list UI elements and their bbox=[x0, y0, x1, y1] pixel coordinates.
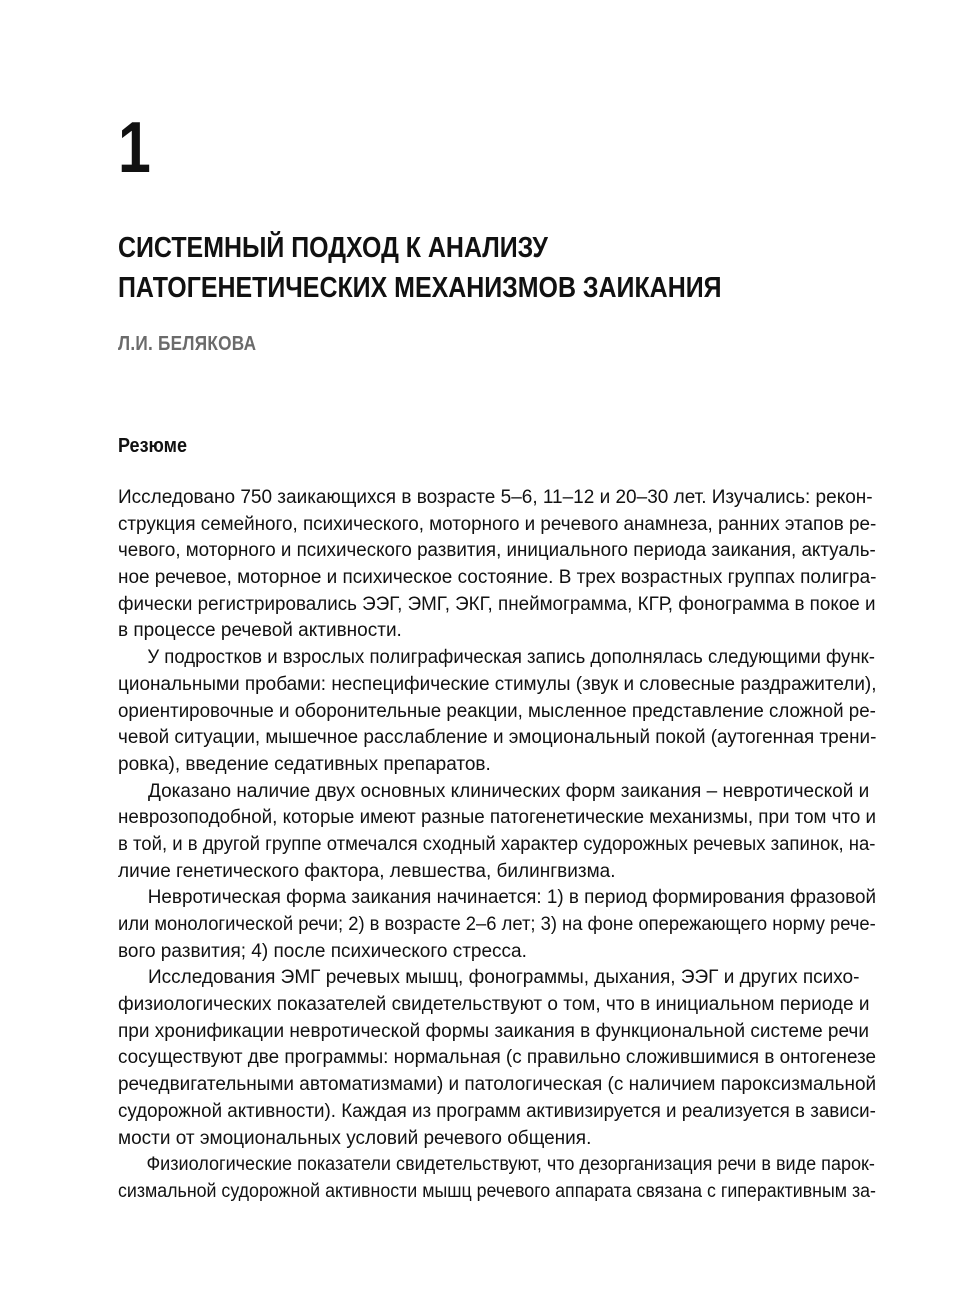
text-line: или монологической речи; 2) в возрасте 2–6 лет; 3) на фоне опережающего норму рече- bbox=[118, 914, 876, 935]
text-line: сосуществуют две программы: нормальная (с правильно сложившимися в онтогенезе bbox=[118, 1047, 877, 1069]
author-name: Л.И. БЕЛЯКОВА bbox=[118, 333, 257, 355]
text-line: чевой ситуации, мышечное расслабление и эмоциональный покой (аутогенная трени- bbox=[118, 727, 877, 749]
text-line: физиологических показателей свидетельствуют о том, что в инициальном периоде и bbox=[118, 994, 870, 1016]
text-line: Исследовано 750 заикающихся в возрасте 5–6, 11–12 и 20–30 лет. Изучались: рекон- bbox=[118, 487, 873, 508]
abstract-body bbox=[118, 485, 876, 1206]
chapter-title-line: ПАТОГЕНЕТИЧЕСКИХ МЕХАНИЗМОВ ЗАИКАНИЯ bbox=[118, 272, 722, 304]
text-line: вого развития; 4) после психического стресса. bbox=[118, 940, 527, 962]
text-line: струкция семейного, психического, моторного и речевого анамнеза, ранних этапов ре- bbox=[118, 513, 877, 535]
text-line: при хронификации невротической формы заикания в функциональной системе речи bbox=[118, 1020, 869, 1042]
text-line: фически регистрировались ЭЭГ, ЭМГ, ЭКГ, пнеймограмма, КГР, фонограмма в покое и bbox=[118, 593, 876, 615]
text-line: мости от эмоциональных условий речевого общения. bbox=[118, 1127, 592, 1149]
text-line: У подростков и взрослых полиграфическая запись дополнялась следующими функ- bbox=[147, 647, 875, 669]
section-heading: Резюме bbox=[118, 435, 187, 457]
text-line: циональными пробами: неспецифические стимулы (звук и словесные раздражители), bbox=[118, 673, 877, 695]
chapter-number: 1 bbox=[118, 108, 150, 188]
text-line: судорожной активности). Каждая из программ активизируется и реализуется в зависи- bbox=[118, 1100, 876, 1122]
text-line: речедвигательными автоматизмами) и патологическая (с наличием пароксизмальной bbox=[118, 1074, 877, 1096]
text-line: в процессе речевой активности. bbox=[118, 620, 402, 642]
text-line: Исследования ЭМГ речевых мышц, фонограммы, дыхания, ЭЭГ и других психо- bbox=[148, 967, 860, 989]
text-line: Доказано наличие двух основных клинических форм заикания – невротической и bbox=[148, 780, 870, 802]
text-line: неврозоподобной, которые имеют разные патогенетические механизмы, при том что и bbox=[118, 807, 877, 829]
chapter-title-line: СИСТЕМНЫЙ ПОДХОД К АНАЛИЗУ bbox=[118, 232, 548, 264]
text-line: Невротическая форма заикания начинается: 1) в период формирования фразовой bbox=[147, 887, 877, 909]
text-line: ное речевое, моторное и психическое состояние. В трех возрастных группах полигра- bbox=[118, 567, 877, 589]
text-line: личие генетического фактора, левшества, билингвизма. bbox=[118, 860, 616, 882]
chapter-title bbox=[118, 228, 770, 308]
text-line: чевого, моторного и психического развития, инициального периода заикания, актуаль- bbox=[118, 540, 876, 562]
text-line: ровка), введение седативных препаратов. bbox=[118, 753, 491, 775]
text-line: сизмальной судорожной активности мышц речевого аппарата связана с гиперактивным за- bbox=[118, 1180, 876, 1202]
text-line: ориентировочные и оборонительные реакции, мысленное представление сложной ре- bbox=[118, 700, 876, 722]
text-line: в той, и в другой группе отмечался сходный характер судорожных речевых запинок, на- bbox=[118, 833, 876, 855]
text-line: Физиологические показатели свидетельствуют, что дезорганизация речи в виде парок- bbox=[146, 1154, 875, 1176]
